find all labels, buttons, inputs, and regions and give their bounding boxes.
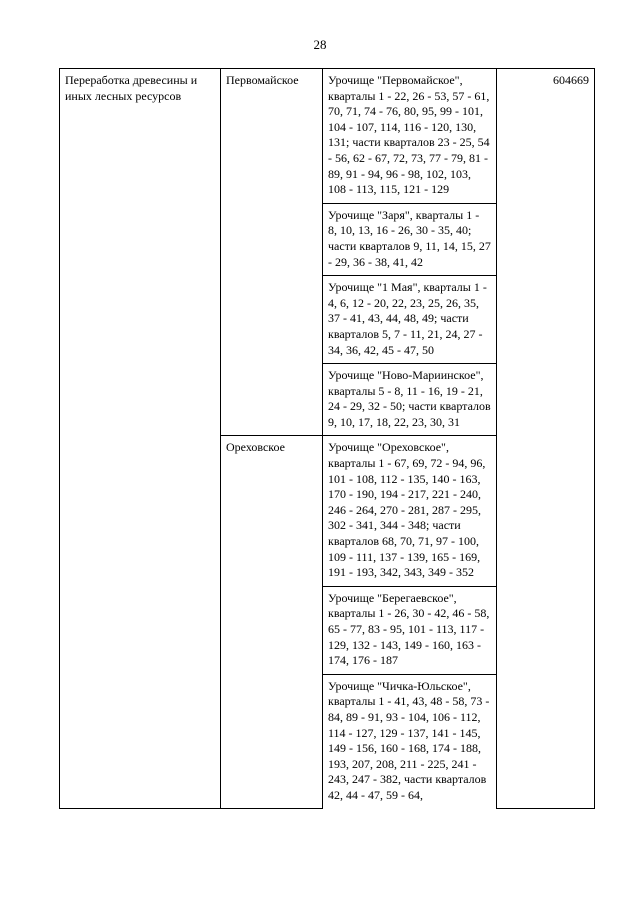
tract-novo-mariinskoe: Урочище "Ново-Мариинское", кварталы 5 - 8, 11 - 16, 19 - 21, 24 - 29, 32 - 50; части кварталов 9, 10, 17, 18, 22, 23, 30, 31 (323, 364, 497, 436)
page-number: 28 (313, 37, 327, 52)
forest-resources-table (59, 68, 595, 809)
tract-pervomayskoe: Урочище "Первомайское", кварталы 1 - 22, 26 - 53, 57 - 61, 70, 71, 74 - 76, 80, 95, 99 - 101, 104 - 107, 114, 116 - 120, 130, 131; части кварталов 23 - 25, 54 - 56, 62 - 67, 72, 73, 77 - 79, 81 - 89, 91 - 94, 96 - 98, 102, 103, 108 - 113, 115, 121 - 129 (323, 69, 497, 204)
tract-1-maya: Урочище "1 Мая", кварталы 1 - 4, 6, 12 - 20, 22, 23, 25, 26, 35, 37 - 41, 43, 44, 48, 49; части кварталов 5, 7 - 11, 21, 24, 27 - 34, 36, 42, 45 - 47, 50 (323, 276, 497, 364)
activity-cell: Переработка древесины и иных лесных ресурсов (60, 69, 221, 809)
tract-chichka-yulskoe: Урочище "Чичка-Юльское", кварталы 1 - 41, 43, 48 - 58, 73 - 84, 89 - 91, 93 - 104, 106 - 112, 114 - 127, 129 - 137, 141 - 145, 149 - 156, 160 - 168, 174 - 188, 193, 207, 208, 211 - 225, 241 - 243, 247 - 382, части кварталов 42, 44 - 47, 59 - 64, (323, 674, 497, 808)
tract-beregaevskoe: Урочище "Берегаевское", кварталы 1 - 26, 30 - 42, 46 - 58, 65 - 77, 83 - 95, 101 - 113, 117 - 129, 132 - 143, 149 - 160, 163 - 174, 176 - 187 (323, 586, 497, 674)
tract-zarya: Урочище "Заря", кварталы 1 - 8, 10, 13, 16 - 26, 30 - 35, 40; части кварталов 9, 11, 14, 15, 27 - 29, 36 - 38, 41, 42 (323, 203, 497, 275)
district-orekhovskoe: Ореховское (221, 436, 323, 809)
table-row (60, 69, 595, 204)
district-pervomayskoe: Первомайское (221, 69, 323, 436)
code-cell: 604669 (497, 69, 595, 809)
tract-orekhovskoe: Урочище "Ореховское", кварталы 1 - 67, 69, 72 - 94, 96, 101 - 108, 112 - 135, 140 - 163, 170 - 190, 194 - 217, 221 - 240, 246 - 264, 270 - 281, 287 - 295, 302 - 341, 344 - 348; части кварталов 68, 70, 71, 97 - 100, 109 - 111, 137 - 139, 165 - 169, 191 - 193, 342, 343, 349 - 352 (323, 436, 497, 586)
